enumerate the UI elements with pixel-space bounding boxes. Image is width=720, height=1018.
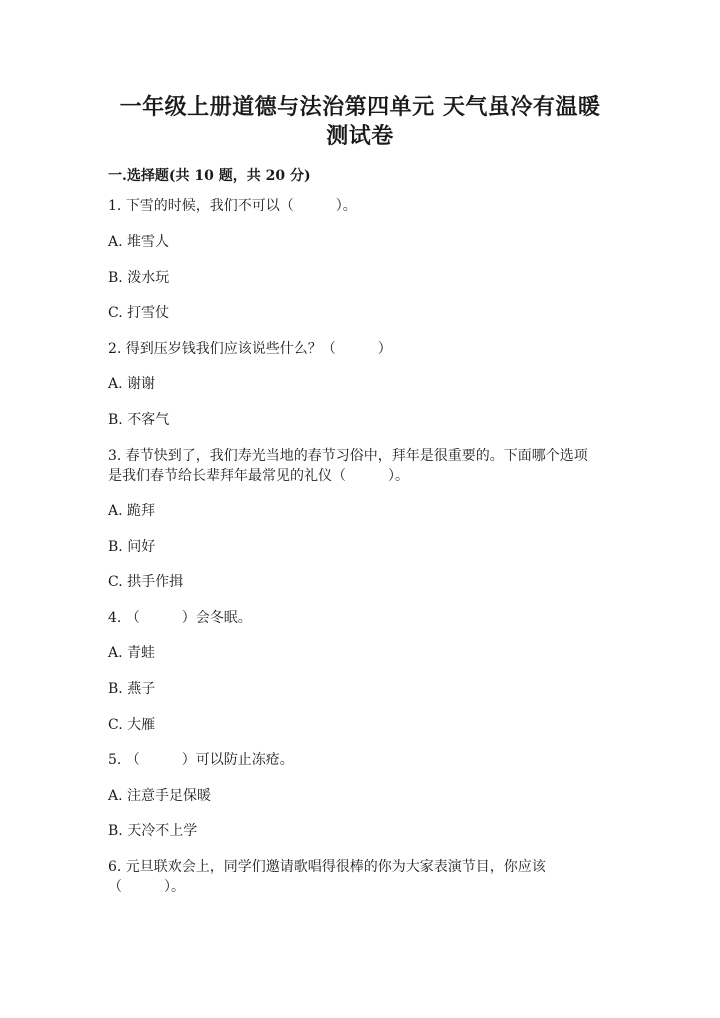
question-3-stem-line2: 是我们春节给长辈拜年最常见的礼仪（ ）。 (108, 468, 409, 484)
exam-title-line2: 测试卷 (326, 123, 394, 149)
question-1-option-b: B. 泼水玩 (108, 270, 170, 286)
question-6-stem-line2: （ ）。 (108, 879, 185, 895)
question-5-option-b: B. 天冷不上学 (108, 823, 198, 839)
question-3-option-a: A. 跪拜 (108, 503, 156, 519)
question-4-option-b: B. 燕子 (108, 681, 156, 697)
question-1-stem: 1. 下雪的时候，我们不可以（ ）。 (108, 198, 357, 214)
exam-title-line1: 一年级上册道德与法治第四单元 天气虽冷有温暖 (119, 94, 601, 120)
question-5-option-a: A. 注意手足保暖 (108, 788, 212, 804)
question-2-option-a: A. 谢谢 (108, 376, 156, 392)
question-5-stem: 5. （ ）可以防止冻疮。 (108, 752, 294, 768)
question-4-option-c: C. 大雁 (108, 717, 156, 733)
question-3-stem-line1: 3. 春节快到了，我们寿光当地的春节习俗中，拜年是很重要的。下面哪个选项 (108, 448, 588, 464)
question-2-option-b: B. 不客气 (108, 412, 170, 428)
question-6-stem-line1: 6. 元旦联欢会上，同学们邀请歌唱得很棒的你为大家表演节目，你应该 (108, 859, 546, 875)
question-3-option-c: C. 拱手作揖 (108, 574, 184, 590)
question-3-option-b: B. 问好 (108, 539, 156, 555)
question-4-stem: 4. （ ）会冬眠。 (108, 610, 252, 626)
question-4-option-a: A. 青蛙 (108, 645, 156, 661)
question-1-option-c: C. 打雪仗 (108, 305, 170, 321)
question-2-stem: 2. 得到压岁钱我们应该说些什么？（ ） (108, 341, 392, 357)
question-1-option-a: A. 堆雪人 (108, 234, 170, 250)
section-heading: 一.选择题(共 10 题，共 20 分) (108, 168, 311, 184)
